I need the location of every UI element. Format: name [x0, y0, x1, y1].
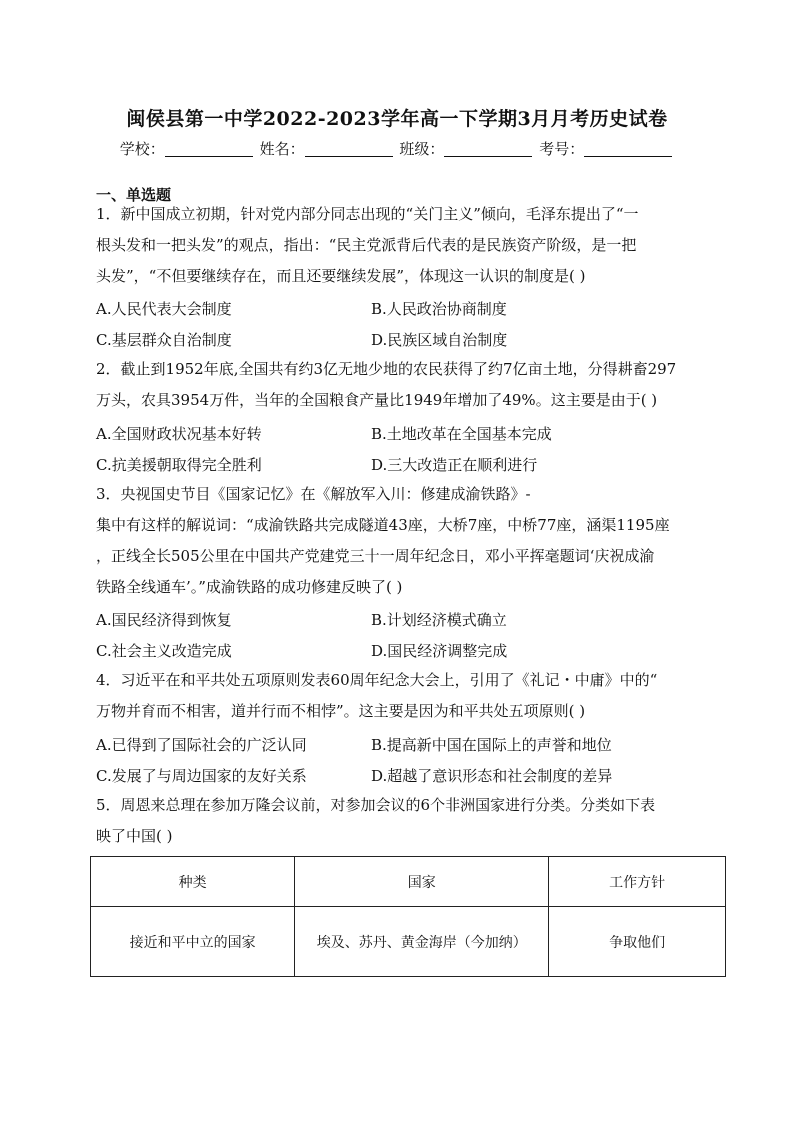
option-d[interactable]: D.三大改造正在顺利进行	[371, 456, 538, 474]
name-blank[interactable]	[305, 142, 393, 157]
question-line: 1．新中国成立初期，针对党内部分同志出现的“关门主义”倾向，毛泽东提出了“一	[96, 205, 639, 223]
option-c[interactable]: C.抗美援朝取得完全胜利	[96, 456, 262, 474]
table-header-cell: 工作方针	[549, 857, 726, 907]
option-b[interactable]: B.计划经济模式确立	[371, 611, 507, 629]
question-5-stem	[96, 790, 704, 852]
question-line: 根头发和一把头发”的观点，指出：“民主党派背后代表的是民族资产阶级，是一把	[96, 236, 637, 254]
exam-title: 闽侯县第一中学2022-2023学年高一下学期3月月考历史试卷	[126, 108, 668, 130]
option-a[interactable]: A.国民经济得到恢复	[96, 611, 232, 629]
question-3-stem	[96, 479, 704, 603]
class-label: 班级：	[399, 140, 445, 158]
question-line: 4．习近平在和平共处五项原则发表60周年纪念大会上，引用了《礼记・中庸》中的“	[96, 671, 658, 689]
question-line: 集中有这样的解说词：“成渝铁路共完成隧道43座，大桥7座，中桥77座，涵渠1195座	[96, 516, 670, 534]
question-line: 头发”，“不但要继续存在，而且还要继续发展”，体现这一认识的制度是( )	[96, 267, 586, 285]
option-d[interactable]: D.国民经济调整完成	[371, 642, 508, 660]
question-2-stem	[96, 354, 704, 416]
option-a[interactable]: A.人民代表大会制度	[96, 300, 232, 318]
classification-table	[90, 856, 726, 977]
table-header-cell: 种类	[91, 857, 295, 907]
question-line: ，正线全长505公里在中国共产党建党三十一周年纪念日，邓小平挥毫题词‘庆祝成渝	[96, 547, 655, 565]
exam-no-blank[interactable]	[584, 142, 672, 157]
class-blank[interactable]	[444, 142, 532, 157]
table-cell: 争取他们	[549, 907, 726, 977]
name-label: 姓名：	[259, 140, 305, 158]
table-cell: 埃及、苏丹、黄金海岸（今加纳）	[295, 907, 549, 977]
option-a[interactable]: A.已得到了国际社会的广泛认同	[96, 736, 307, 754]
question-4-stem	[96, 665, 704, 727]
table-header-row	[91, 857, 726, 907]
table-row	[91, 907, 726, 977]
question-line: 3．央视国史节目《国家记忆》在《解放军入川：修建成渝铁路》-	[96, 485, 531, 503]
option-c[interactable]: C.基层群众自治制度	[96, 331, 232, 349]
question-line: 铁路全线通车’。”成渝铁路的成功修建反映了( )	[96, 578, 403, 596]
option-d[interactable]: D.民族区域自治制度	[371, 331, 508, 349]
option-c[interactable]: C.发展了与周边国家的友好关系	[96, 767, 307, 785]
option-c[interactable]: C.社会主义改造完成	[96, 642, 232, 660]
question-1-stem	[96, 199, 704, 292]
table-cell: 接近和平中立的国家	[91, 907, 295, 977]
question-line: 5．周恩来总理在参加万隆会议前，对参加会议的6个非洲国家进行分类。分类如下表	[96, 796, 656, 814]
question-line: 映了中国( )	[96, 827, 173, 845]
option-b[interactable]: B.人民政治协商制度	[371, 300, 507, 318]
exam-no-label: 考号：	[539, 140, 585, 158]
option-b[interactable]: B.土地改革在全国基本完成	[371, 425, 552, 443]
question-line: 万头，农具3954万件，当年的全国粮食产量比1949年增加了49%。这主要是由于( )	[96, 391, 658, 409]
section-heading: 一、单选题	[96, 186, 172, 204]
table-header-cell: 国家	[295, 857, 549, 907]
option-b[interactable]: B.提高新中国在国际上的声誉和地位	[371, 736, 612, 754]
school-label: 学校：	[119, 140, 165, 158]
option-d[interactable]: D.超越了意识形态和社会制度的差异	[371, 767, 613, 785]
school-blank[interactable]	[165, 142, 253, 157]
question-line: 万物并育而不相害，道并行而不相悖”。这主要是因为和平共处五项原则( )	[96, 702, 586, 720]
option-a[interactable]: A.全国财政状况基本好转	[96, 425, 262, 443]
student-info-line	[0, 138, 794, 159]
question-line: 2．截止到1952年底,全国共有约3亿无地少地的农民获得了约7亿亩土地，分得耕畜297	[96, 360, 677, 378]
